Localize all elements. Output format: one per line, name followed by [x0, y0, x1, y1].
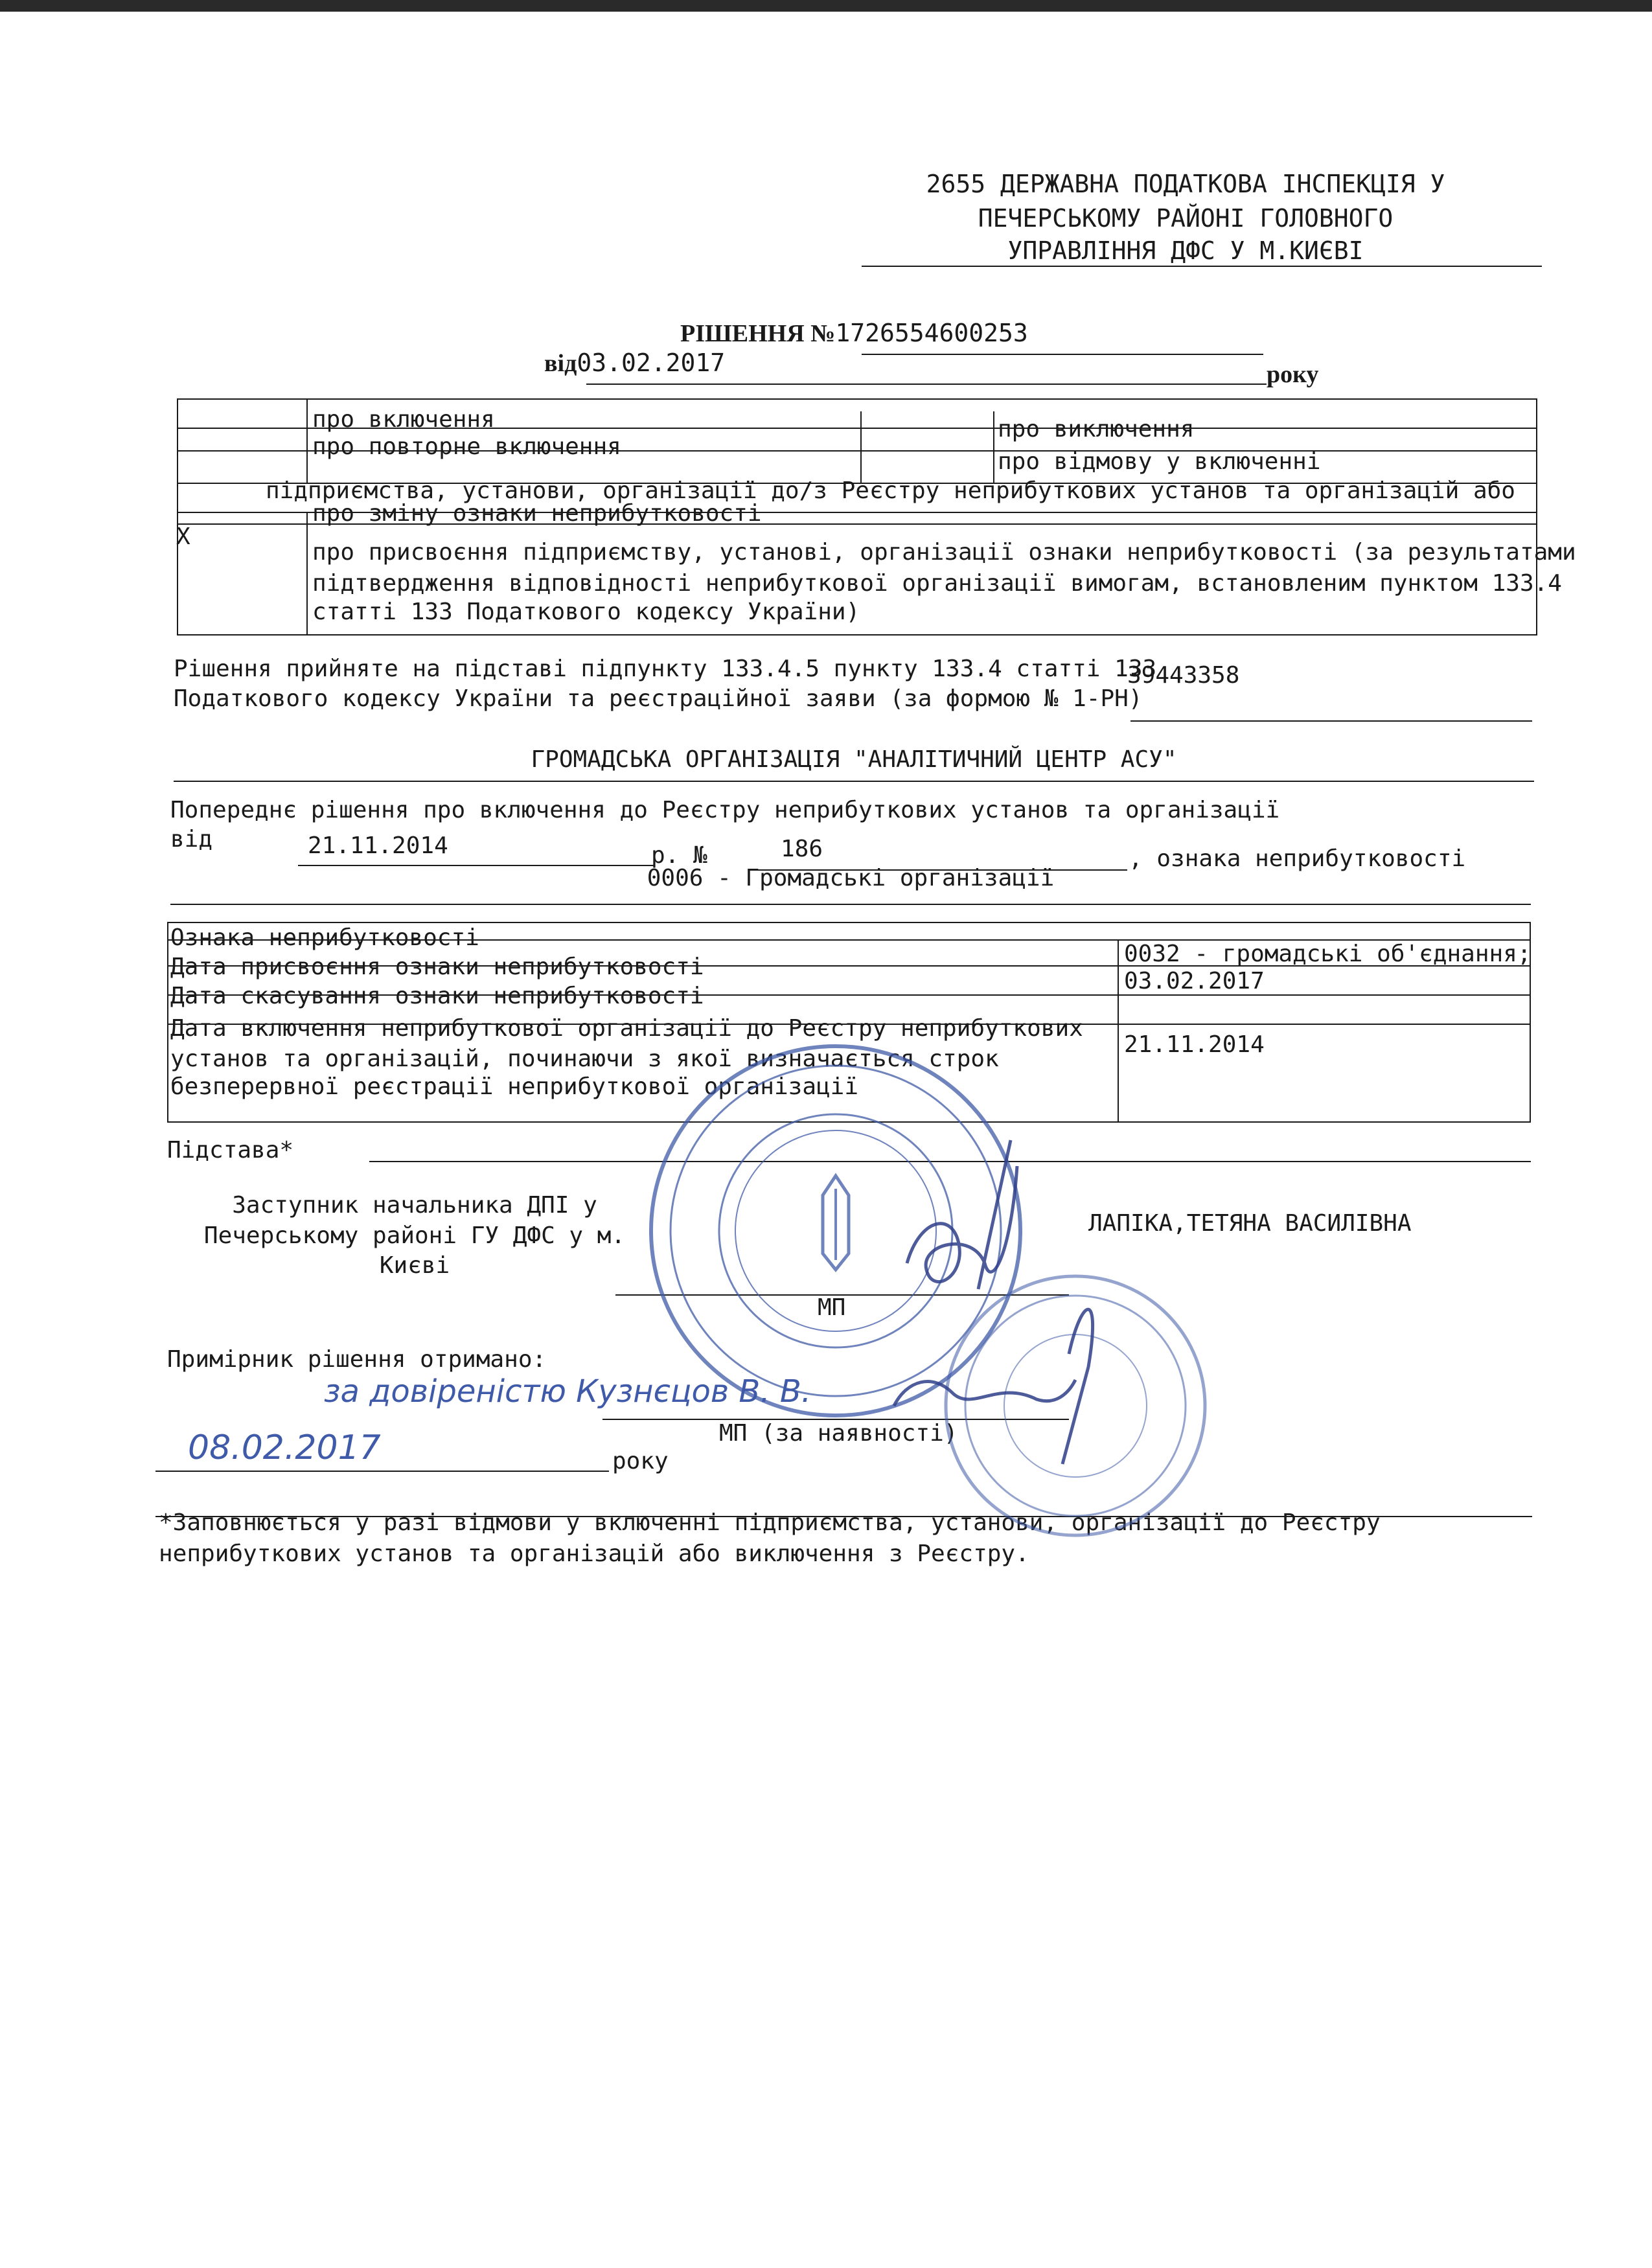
sign-row-1-value: 0032 - громадські об'єднання; [1124, 941, 1532, 967]
decision-year-label: року [1267, 361, 1319, 388]
basis-code: 39443358 [1127, 662, 1240, 689]
decision-title [680, 319, 1028, 348]
previous-number: 186 [781, 836, 823, 862]
signature-icon [894, 1140, 1093, 1464]
previous-sign-value: 0006 - Громадські організації [647, 865, 1055, 891]
decision-from-label: від [544, 350, 577, 377]
type-reinclude: про повторне включення [312, 433, 621, 460]
basis-organization: ГРОМАДСЬКА ОРГАНІЗАЦІЯ "АНАЛІТИЧНИЙ ЦЕНТР АСУ" [531, 746, 1177, 773]
sign-row-3-label: Дата скасування ознаки неприбутковості [170, 983, 704, 1009]
sign-row-4-label-1: Дата включення неприбуткової організації до Реєстру неприбуткових [170, 1015, 1083, 1042]
organization-seal-icon [946, 1276, 1205, 1535]
note-line-2: неприбуткових установ та організацій або виключення з Реєстру. [159, 1541, 1029, 1567]
type-enterprise-line: підприємства, установи, організації до/з Реєстру неприбуткових установ та організацій або [266, 477, 1515, 504]
basis-line-1: Рішення прийняте на підставі підпункту 133.4.5 пункту 133.4 статті 133 [174, 656, 1157, 682]
type-include: про включення [312, 406, 495, 433]
type-assign-line-3: статті 133 Податкового кодексу України) [312, 599, 860, 625]
decision-date-row [544, 349, 725, 378]
sign-row-2-value: 03.02.2017 [1124, 968, 1265, 994]
decision-date-underline [586, 384, 1267, 385]
received-year-label: року [612, 1448, 669, 1474]
mp-label: МП [818, 1294, 846, 1321]
signer-position-1: Заступник начальника ДПІ у [232, 1192, 597, 1219]
note-line-1: *Заповнюється у разі відмови у включенні підприємства, установи, організації до Реєстру [159, 1509, 1381, 1536]
received-label: Примірник рішення отримано: [167, 1346, 547, 1373]
type-exclude: про виключення [998, 416, 1195, 442]
signer-position-2: Печерському районі ГУ ДФС у м. [203, 1222, 626, 1249]
authority-underline [862, 266, 1542, 267]
previous-number-label: р. № [651, 842, 707, 869]
received-date: 08.02.2017 [188, 1428, 381, 1467]
decision-date: 03.02.2017 [577, 349, 726, 377]
scan-edge [0, 0, 1652, 12]
sign-row-2-label: Дата присвоєння ознаки неприбутковості [170, 954, 704, 980]
basis-line-2: Податкового кодексу України та реєстраційної заяви (за формою № 1-РН) [174, 685, 1143, 712]
previous-line-1: Попереднє рішення про включення до Реєстру неприбуткових установ та організації [170, 797, 1280, 823]
type-assign-line-1: про присвоєння підприємству, установі, організації ознаки неприбутковості (за результатами [312, 539, 1576, 566]
sign-row-4-label-3: безперервної реєстрації неприбуткової організації [170, 1073, 859, 1100]
authority-line-2: ПЕЧЕРСЬКОМУ РАЙОНІ ГОЛОВНОГО [978, 204, 1394, 233]
previous-from-label: від [170, 826, 213, 853]
basis-star-label: Підстава* [167, 1137, 294, 1163]
signer-name: ЛАПІКА,ТЕТЯНА ВАСИЛІВНА [1088, 1210, 1412, 1237]
received-date-line [155, 1471, 609, 1472]
type-assign-line-2: підтвердження відповідності неприбуткової організації вимогам, встановленим пунктом 133.4 [312, 570, 1562, 597]
type-refuse: про відмову у включенні [998, 448, 1321, 475]
signer-position-3: Києві [379, 1252, 450, 1279]
authority-line-3: УПРАВЛІННЯ ДФС У М.КИЄВІ [1007, 236, 1364, 265]
received-handwritten: за довіреністю Кузнєцов В. В. [324, 1373, 812, 1410]
type-change-sign: про зміну ознаки неприбутковості [312, 500, 762, 527]
previous-sign-label: , ознака неприбутковості [1129, 845, 1466, 872]
sign-row-4-value: 21.11.2014 [1124, 1031, 1265, 1058]
sign-row-4-label-2: установ та організацій, починаючи з якої визначається строк [170, 1046, 999, 1072]
mp-optional-label: МП (за наявності) [719, 1420, 958, 1447]
sign-row-1-label: Ознака неприбутковості [170, 924, 479, 951]
decision-number: 1726554600253 [835, 319, 1028, 347]
previous-date: 21.11.2014 [308, 832, 448, 859]
decision-title-prefix: РІШЕННЯ № [680, 320, 836, 347]
decision-number-underline [862, 354, 1263, 355]
type-selected-mark: X [176, 523, 190, 550]
authority-line-1: 2655 ДЕРЖАВНА ПОДАТКОВА ІНСПЕКЦІЯ У [926, 170, 1445, 198]
